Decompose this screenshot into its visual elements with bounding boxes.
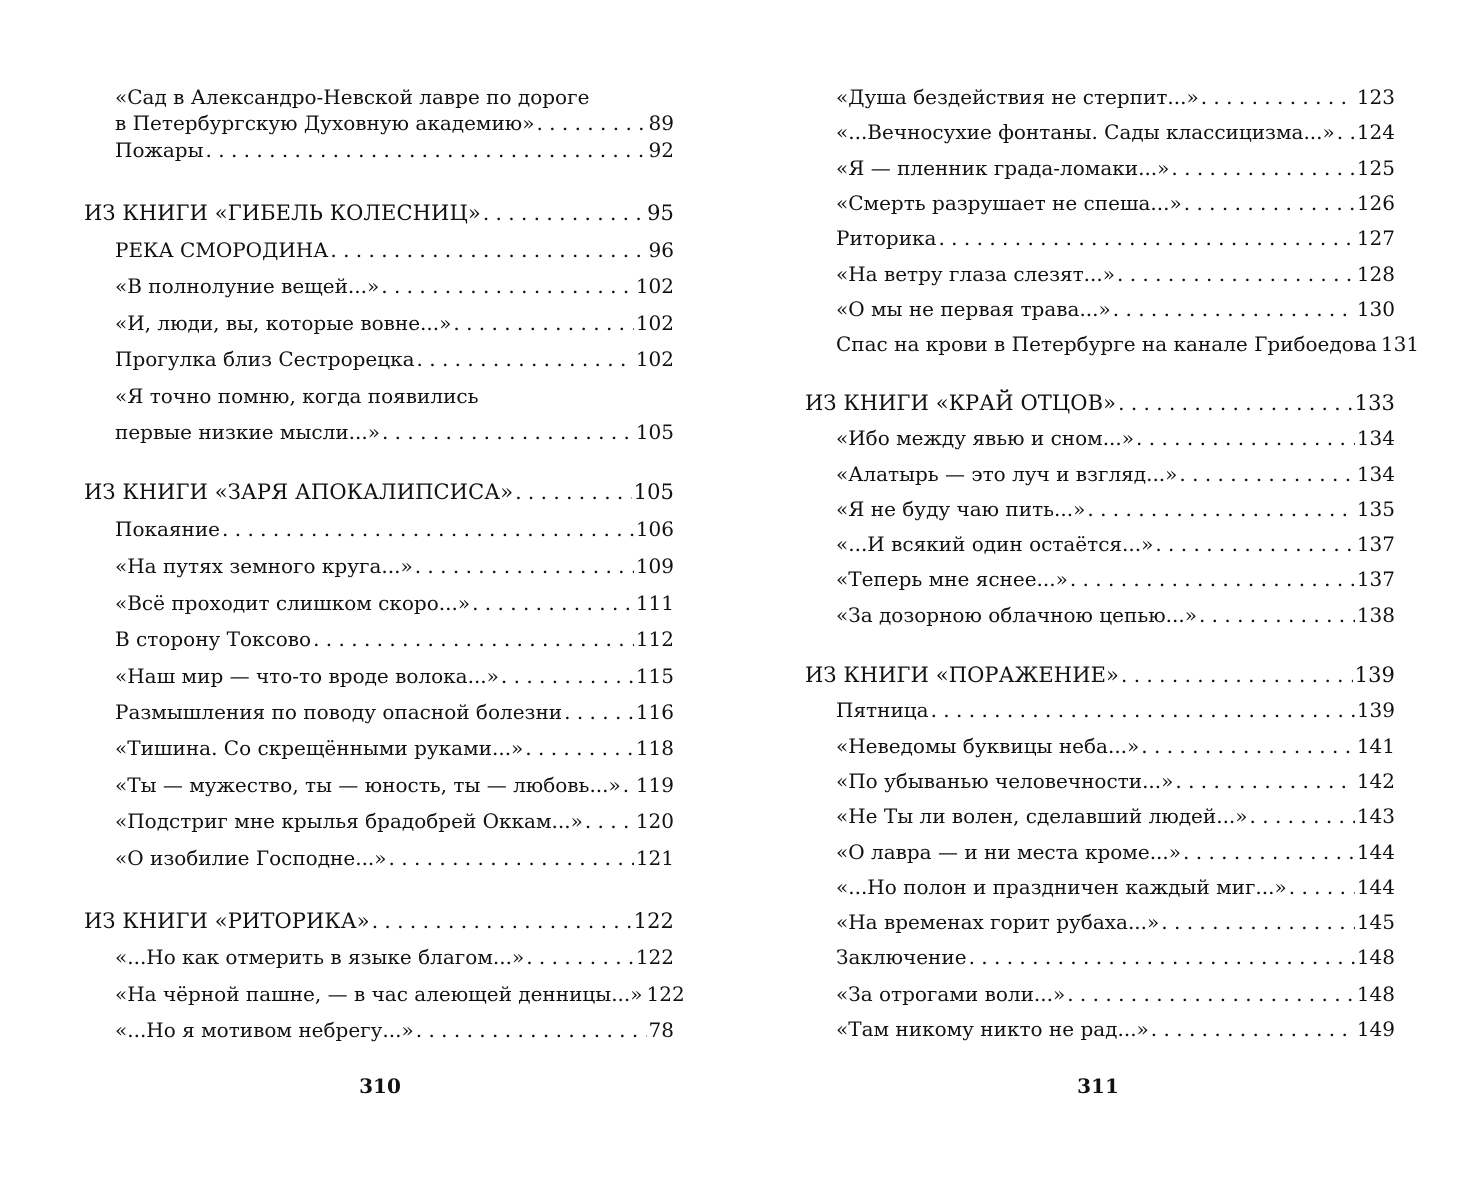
toc-page-number: 105 [633,480,674,504]
dot-leader [515,479,631,505]
toc-entry-title: РЕКА СМОРОДИНА [115,238,329,262]
toc-page-number: 121 [635,846,674,870]
dot-leader [1070,566,1355,592]
toc-entry [836,331,1420,357]
toc-page-number: 89 [648,111,674,135]
toc-page-number: 143 [1356,804,1395,828]
toc-page-number: 124 [1356,120,1395,144]
dot-leader [1087,496,1354,522]
toc-section-heading [84,908,674,934]
toc-entry-title: «Я — пленник града-ломаки...» [836,156,1170,180]
toc-entry-title: «За дозорною облачною цепью...» [836,603,1197,627]
toc-entry-title: «Ибо между явью и сном...» [836,426,1135,450]
toc-entry [836,531,1395,557]
toc-entry [115,516,674,542]
left-page [84,0,685,1182]
toc-page-number: 148 [1356,982,1395,1006]
toc-entry [115,310,674,336]
toc-page-number: 149 [1356,1017,1395,1041]
dot-leader [1201,84,1355,110]
toc-entry-title: «На чёрной пашне, — в час алеющей денницы...» [115,982,643,1006]
toc-entry [836,261,1395,287]
dot-leader [1067,981,1355,1007]
toc-entry [836,1016,1395,1042]
toc-entry [115,237,674,263]
toc-page-number: 145 [1356,910,1395,934]
toc-entry [836,874,1395,900]
toc-entry [115,273,674,299]
page-number-left: 310 [359,1074,401,1098]
toc-section-heading [805,390,1395,416]
toc-page-number: 131 [1380,332,1420,356]
toc-section-heading [84,200,674,226]
toc-page-number: 78 [648,1018,674,1042]
dot-leader [501,663,634,689]
toc-page-number: 95 [647,201,674,225]
dot-leader [1179,461,1354,487]
dot-leader [1121,662,1353,688]
dot-leader [417,346,634,372]
toc-section-title: ИЗ КНИГИ «ГИБЕЛЬ КОЛЕСНИЦ» [84,201,481,225]
toc-page-number: 102 [635,311,674,335]
toc-entry [115,84,674,136]
dot-leader [415,553,634,579]
toc-entry [836,697,1395,723]
toc-page-number: 144 [1356,875,1395,899]
dot-leader [1175,768,1354,794]
toc-entry-title: Размышления по поводу опасной болезни [115,700,563,724]
toc-page-number: 134 [1356,462,1395,486]
toc-entry-title: «За отрогами воли...» [836,982,1066,1006]
toc-page-number: 112 [635,627,674,651]
toc-entry [836,155,1395,181]
toc-page-number: 102 [635,347,674,371]
toc-page-number: 118 [635,736,674,760]
toc-entry [836,225,1395,251]
toc-entry-title: «Я не буду чаю пить...» [836,497,1086,521]
toc-page-number: 96 [648,238,674,262]
toc-page-number: 126 [1356,191,1395,215]
toc-entry-title: «Всё проходит слишком скоро...» [115,591,471,615]
toc-entry [115,346,674,372]
toc-entry-title: «Ты — мужество, ты — юность, ты — любовь...» [115,773,621,797]
toc-entry-title: «Наш мир — что-то вроде волока...» [115,664,499,688]
toc-entry-title: «Алатырь — это луч и взгляд...» [836,462,1178,486]
toc-page-number: 148 [1356,945,1395,969]
toc-entry [115,735,674,761]
toc-entry-title: Покаяние [115,517,221,541]
toc-entry-title: «И, люди, вы, которые вовне...» [115,311,452,335]
toc-page-number: 109 [635,554,674,578]
toc-page-number: 102 [635,274,674,298]
toc-entry-title: Спас на крови в Петербурге на канале Грибоедова [836,332,1377,356]
toc-entry-title: первые низкие мысли...» [115,420,380,444]
dot-leader [453,310,633,336]
toc-entry [115,383,674,445]
dot-leader [536,110,646,136]
dot-leader [1250,803,1355,829]
dot-leader [938,225,1354,251]
dot-leader [222,516,634,542]
toc-entry [836,496,1395,522]
toc-entry-title: «О мы не первая трава...» [836,297,1111,321]
toc-entry [115,981,685,1007]
toc-page-number: 123 [1356,85,1395,109]
toc-page-number: 111 [635,591,674,615]
toc-entry [836,944,1395,970]
toc-page-number: 122 [635,945,674,969]
toc-entry-title: «Не Ты ли волен, сделавший людей...» [836,804,1248,828]
toc-entry [836,602,1395,628]
toc-entry [115,590,674,616]
toc-page-number: 125 [1356,156,1395,180]
toc-page-number: 106 [635,517,674,541]
toc-entry-title: «Теперь мне яснее...» [836,567,1068,591]
toc-entry-title: «На временах горит рубаха...» [836,910,1160,934]
toc-entry [115,808,674,834]
dot-leader [472,590,634,616]
toc-entry [115,137,674,163]
toc-page-number: 116 [635,700,674,724]
toc-entry [836,839,1395,865]
toc-page-number: 105 [635,420,674,444]
toc-entry [836,296,1395,322]
toc-entry [836,803,1395,829]
toc-page-number: 141 [1356,734,1395,758]
toc-entry-title: «Неведомы буквицы неба...» [836,734,1140,758]
toc-entry [836,461,1395,487]
dot-leader [1136,425,1355,451]
toc-entry-title: «По убыванью человечности...» [836,769,1174,793]
toc-entry [115,772,674,798]
dot-leader [1161,909,1355,935]
right-page [805,0,1420,1182]
dot-leader [206,137,647,163]
toc-entry-title: «...Вечносухие фонтаны. Сады классицизма...» [836,120,1335,144]
toc-page-number: 130 [1356,297,1395,321]
toc-page-number: 138 [1356,603,1395,627]
dot-leader [382,419,634,445]
toc-entry [836,733,1395,759]
dot-leader [1184,190,1355,216]
toc-page-number: 134 [1356,426,1395,450]
toc-entry [115,845,674,871]
dot-leader [1171,155,1354,181]
toc-entry-title: Пожары [115,138,204,162]
toc-page-number: 144 [1356,840,1395,864]
toc-entry [115,944,674,970]
toc-page-number: 137 [1356,532,1395,556]
toc-page-number: 122 [633,909,674,933]
toc-entry-title: «Тишина. Со скрещёнными руками...» [115,736,524,760]
dot-leader [381,273,634,299]
toc-page-number: 139 [1356,698,1395,722]
toc-entry [836,981,1395,1007]
toc-entry [115,1017,674,1043]
toc-entry-title: «...Но я мотивом небрегу...» [115,1018,414,1042]
dot-leader [526,944,634,970]
dot-leader [313,626,634,652]
toc-page-number: 135 [1356,497,1395,521]
toc-entry-title: «На путях земного круга...» [115,554,413,578]
dot-leader [1151,1016,1355,1042]
dot-leader [1183,839,1355,865]
toc-entry-title: «Там никому никто не рад...» [836,1017,1149,1041]
toc-entry-title: в Петербургскую Духовную академию» [115,111,535,135]
toc-page-number: 133 [1354,391,1395,415]
page-number-right: 311 [1077,1074,1119,1098]
toc-entry [836,190,1395,216]
dot-leader [1199,602,1355,628]
toc-entry [836,768,1395,794]
dot-leader [372,908,632,934]
toc-page-number: 119 [635,773,674,797]
toc-page-number: 137 [1356,567,1395,591]
toc-entry [836,566,1395,592]
toc-entry [115,699,674,725]
toc-entry [115,626,674,652]
toc-page-number: 115 [635,664,674,688]
toc-section-title: ИЗ КНИГИ «КРАЙ ОТЦОВ» [805,391,1117,415]
toc-entry-title: «...Но как отмерить в языке благом...» [115,945,525,969]
toc-entry [115,553,674,579]
toc-entry [836,425,1395,451]
dot-leader [1155,531,1354,557]
toc-entry-title: Заключение [836,945,967,969]
toc-section-heading [805,662,1395,688]
toc-page-number: 92 [648,138,674,162]
toc-entry-title: «Подстриг мне крылья брадобрей Оккам...» [115,809,583,833]
dot-leader [525,735,634,761]
dot-leader [1117,261,1355,287]
toc-entry-title: В сторону Токсово [115,627,312,651]
toc-entry-title: «В полнолуние вещей...» [115,274,380,298]
dot-leader [1289,874,1355,900]
toc-entry-title: Пятница [836,698,929,722]
toc-page-number: 139 [1354,663,1395,687]
toc-page-number: 128 [1356,262,1395,286]
toc-entry-title-line1: «Я точно помню, когда появились [115,384,479,408]
dot-leader [330,237,646,263]
toc-entry-title: «На ветру глаза слезят...» [836,262,1115,286]
dot-leader [1337,119,1355,145]
dot-leader [1118,390,1353,416]
dot-leader [1113,296,1355,322]
toc-section-title: ИЗ КНИГИ «ПОРАЖЕНИЕ» [805,663,1119,687]
toc-entry-title: «О лавра — и ни места кроме...» [836,840,1182,864]
toc-page-number: 120 [635,809,674,833]
toc-entry-title: «...Но полон и праздничен каждый миг...» [836,875,1287,899]
toc-entry [836,909,1395,935]
toc-entry-title: «О изобилие Господне...» [115,846,387,870]
toc-section-heading [84,479,674,505]
toc-page-number: 127 [1356,226,1395,250]
dot-leader [969,944,1355,970]
toc-entry [836,84,1395,110]
dot-leader [389,845,634,871]
toc-entry [836,119,1395,145]
toc-entry-title: «...И всякий один остаётся...» [836,532,1154,556]
toc-entry-title-line1: «Сад в Александро-Невской лавре по дороге [115,85,590,109]
toc-page-number: 122 [646,982,685,1006]
dot-leader [564,699,634,725]
toc-entry-title: «Душа бездействия не стерпит...» [836,85,1199,109]
dot-leader [483,200,645,226]
toc-section-title: ИЗ КНИГИ «ЗАРЯ АПОКАЛИПСИСА» [84,480,514,504]
toc-page-number: 142 [1356,769,1395,793]
toc-entry-title: Прогулка близ Сестрорецка [115,347,415,371]
dot-leader [623,772,634,798]
dot-leader [1141,733,1355,759]
dot-leader [416,1017,647,1043]
dot-leader [585,808,634,834]
toc-entry-title: Риторика [836,226,937,250]
toc-entry-title: «Смерть разрушает не спеша...» [836,191,1182,215]
dot-leader [931,697,1355,723]
toc-section-title: ИЗ КНИГИ «РИТОРИКА» [84,909,370,933]
toc-entry [115,663,674,689]
